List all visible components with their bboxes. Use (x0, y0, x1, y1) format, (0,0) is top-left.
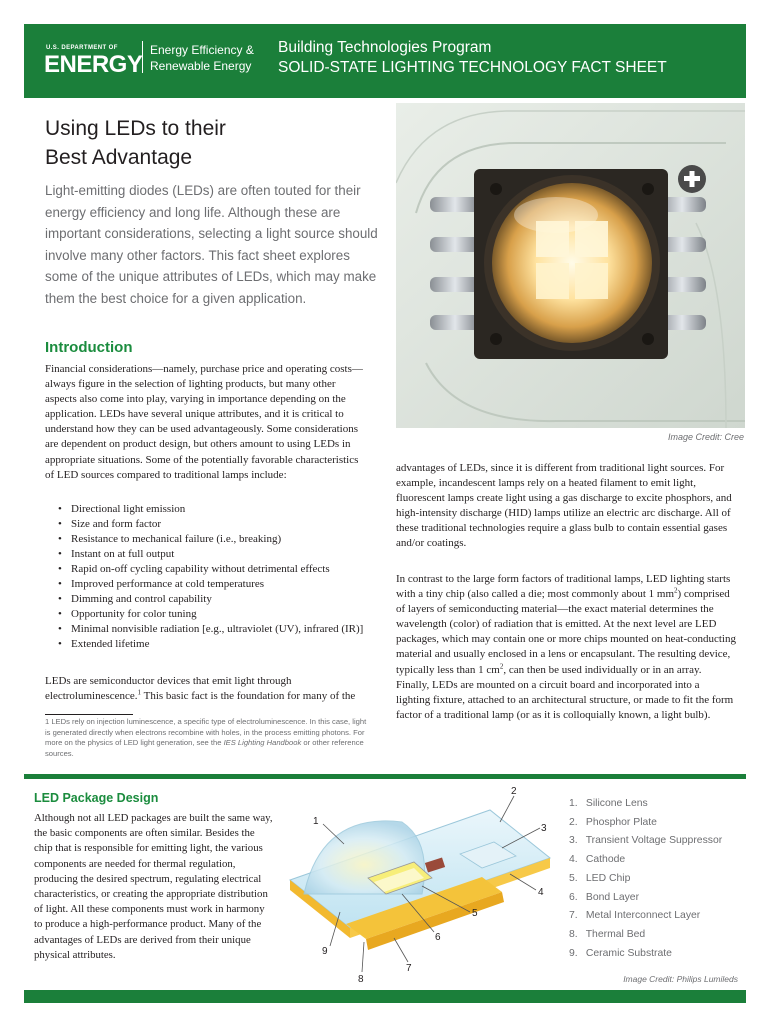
list-item (569, 870, 749, 889)
paragraph-text: This basic fact is the foundation for many of the (141, 690, 356, 703)
list-item: • Directional light emission (58, 502, 370, 517)
part-number: 6. (569, 891, 578, 903)
led-form-factor-paragraph (396, 572, 736, 723)
footnote-marker: 1 (137, 688, 142, 697)
part-label: Ceramic Substrate (585, 947, 672, 959)
part-label: Cathode (585, 854, 626, 866)
part-label: Phosphor Plate (585, 816, 657, 828)
agency-small-text: U.S. DEPARTMENT OF (46, 45, 118, 51)
list-item: • Size and form factor (58, 517, 370, 532)
package-parts-list (569, 795, 749, 963)
list-item (569, 832, 749, 851)
footnote-text: or other reference sources. (45, 738, 364, 758)
part-label: Transient Voltage Suppressor (585, 835, 723, 847)
title-line-2: Best Advantage (45, 146, 193, 169)
list-item: • Improved performance at cold temperatures (58, 577, 370, 592)
part-label: Thermal Bed (585, 928, 646, 940)
part-label: LED Chip (585, 872, 631, 884)
list-item (569, 814, 749, 833)
diagram-credit: Image Credit: Philips Lumileds (623, 974, 738, 984)
list-item (569, 889, 749, 908)
part-label: Silicone Lens (585, 798, 648, 809)
footnote-text: 1 LEDs rely on injection luminescence, a specific type of electroluminescence. In this case, light is generated directly when electrons recombine with holes, in the process emitting photons. For more on the physics of LED light generation, see the (45, 717, 367, 748)
list-item: • Dimming and control capability (58, 592, 370, 607)
paragraph-text: ) comprised of layers of semiconducting material—the exact material determines the wavelength (color) of radiation that is emitted. At the next level are LED packages, which may contain one or more chips mounted on heat-conducting material and usually enclosed in a lens or encapsulant. The resulting device, typically less than 1 cm (396, 588, 736, 676)
office-line-1: Energy Efficiency & (150, 43, 254, 57)
agency-logo-text: ENERGY (44, 51, 143, 78)
callout-9: 9 (322, 946, 328, 957)
lead-paragraph: Light-emitting diodes (LEDs) are often touted for their energy efficiency and long life. Although these are important considerations, selecting a light source should involve many other factors. This fact sheet explores some of the unique attributes of LEDs, which may make them the best choice for a given application. (45, 183, 378, 306)
part-number: 1. (569, 798, 578, 809)
superscript: 2 (499, 661, 504, 670)
list-item: • Instant on at full output (58, 547, 370, 562)
paragraph-text: In contrast to the large form factors of traditional lamps, LED lighting starts with a tiny chip (also called a die; most commonly about 1 mm (396, 573, 731, 601)
part-label: Metal Interconnect Layer (585, 910, 701, 922)
list-item: • Opportunity for color tuning (58, 607, 370, 622)
electroluminescence-paragraph (45, 674, 365, 704)
footnote-reference-title: IES Lighting Handbook (223, 738, 302, 748)
part-number: 4. (569, 854, 578, 866)
led-package-diagram (282, 782, 572, 988)
title-line-1: Using LEDs to their (45, 117, 226, 140)
callout-5: 5 (472, 908, 478, 919)
list-item (569, 945, 749, 964)
part-number: 5. (569, 872, 578, 884)
header-band (24, 24, 746, 98)
light-source-comparison-paragraph: advantages of LEDs, since it is different from traditional light sources. For example, incandescent lamps rely on a heated filament to emit light, fluorescent lamps create light using a gas discharge to excite phosphors, and high-intensity discharge (HID) lamps utilize an electric arc discharge. All of these traditional technologies require a glass bulb to contain essential gases and/or coatings. (396, 462, 732, 550)
callout-1: 1 (313, 816, 319, 827)
list-item: • Rapid on-off cycling capability without detrimental effects (58, 562, 370, 577)
package-design-heading: LED Package Design (34, 791, 159, 805)
paragraph-text: , can then be used individually or in an array. Finally, LEDs are mounted on a circuit board and incorporated into a lighting fixture, attached to an architectural structure, or made to fit the form factor of a traditional lamp (or as it is colloquially known, a light bulb). (396, 663, 734, 721)
footer-band (24, 990, 746, 1003)
program-title: Building Technologies Program (278, 39, 492, 56)
callout-6: 6 (435, 932, 441, 943)
logo-divider (142, 41, 143, 73)
office-line-2: Renewable Energy (150, 59, 252, 73)
superscript: 2 (674, 586, 678, 595)
part-number: 2. (569, 816, 578, 828)
led-characteristics-list (58, 502, 370, 652)
part-number: 7. (569, 910, 578, 922)
list-item: • Resistance to mechanical failure (i.e., breaking) (58, 532, 370, 547)
paragraph-text: LEDs are semiconductor devices that emit light through electroluminescence. (45, 675, 292, 703)
footnote (45, 717, 372, 759)
package-design-paragraph: Although not all LED packages are built the same way, the basic components are often similar. Besides the chip that is responsible for emitting light, the various components are needed for thermal regulation, producing the desired spectrum, regulating electrical characteristics, or creating the appropriate distribution of light. All these components must work in harmony to produce a high-performance product. Many of the advantages of LEDs are derived from their unique physical attributes. (34, 812, 273, 961)
part-number: 9. (569, 947, 578, 959)
photo-credit: Image Credit: Cree (667, 432, 744, 442)
list-item (569, 851, 749, 870)
callout-2: 2 (511, 786, 517, 797)
series-title: SOLID-STATE LIGHTING TECHNOLOGY FACT SHEET (278, 59, 667, 76)
callout-3: 3 (541, 823, 547, 834)
list-item: • Minimal nonvisible radiation [e.g., ultraviolet (UV), infrared (IR)] (58, 622, 370, 637)
part-number: 3. (569, 835, 578, 847)
callout-4: 4 (538, 887, 544, 898)
introduction-heading: Introduction (45, 339, 133, 356)
callout-7: 7 (406, 963, 412, 974)
list-item (569, 795, 749, 814)
list-item (569, 926, 749, 945)
office-name (150, 42, 254, 74)
list-item (569, 907, 749, 926)
section-divider (24, 774, 746, 779)
callout-8: 8 (358, 974, 364, 985)
led-package-photo (396, 103, 745, 428)
list-item: • Extended lifetime (58, 637, 370, 652)
part-number: 8. (569, 928, 578, 940)
introduction-paragraph: Financial considerations—namely, purchase price and operating costs—always figure in the selection of lighting products, but many other aspects also come into play, varying in importance depending on the application. LEDs have several unique attributes, and it is critical to understand how they can be used advantageously. Some considerations are dependent on product design, but others amount to using LEDs in appropriate situations. Some of the potentially favorable characteristics of LED sources compared to traditional lamps include: (45, 363, 363, 481)
page-title (45, 114, 375, 172)
footnote-rule (45, 714, 133, 715)
part-label: Bond Layer (585, 891, 640, 903)
